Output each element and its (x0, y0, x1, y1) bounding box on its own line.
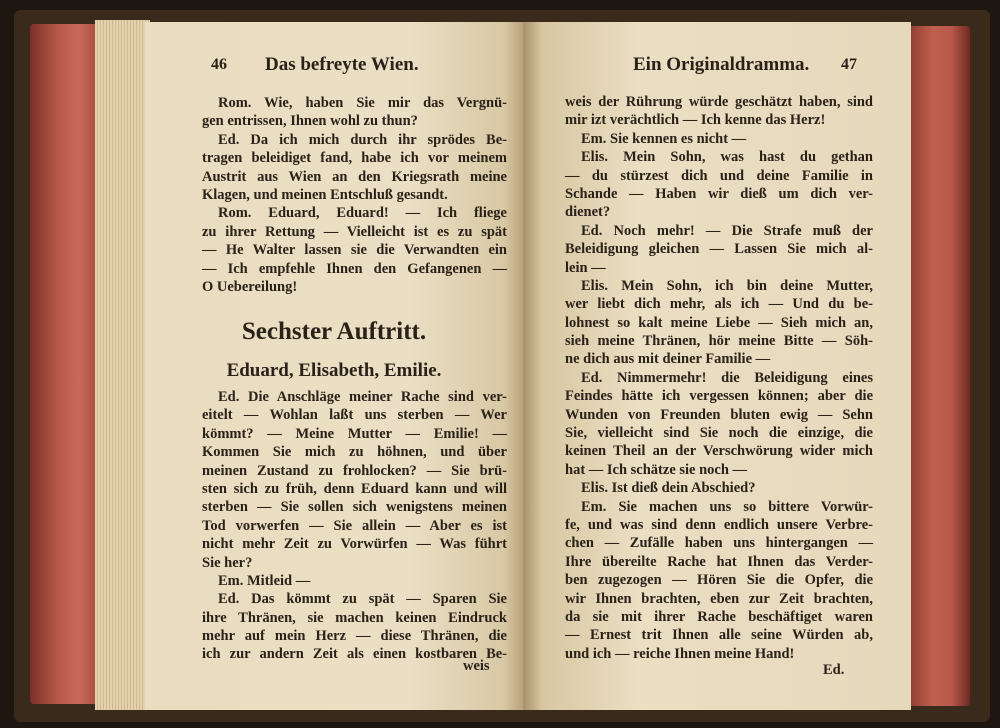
text-line: Feindes hätte ich vergessen können; aber die (565, 388, 873, 405)
page-number: 47 (841, 56, 857, 73)
text-line: sterben — Sie sollen sich wenigstens meinen (202, 499, 507, 516)
catchword: Ed. (823, 662, 845, 678)
text-line: eitelt — Wohlan laßt uns sterben — Wer (202, 407, 507, 424)
right-page-edges (908, 26, 970, 706)
text-line: chen — Zufälle haben uns hintergangen — (565, 535, 873, 552)
text-line: Austrit aus Wien an den Kriegsrath meine (202, 168, 507, 185)
text-line: tragen beleidiget fand, habe ich vor meinem (202, 150, 507, 167)
text-line: Schande — Haben wir dieß um dich ver- (565, 185, 873, 202)
text-line: hat — Ich schätze sie noch — (565, 461, 748, 478)
text-line: ich zur andern Zeit als einen kostbaren Be- (202, 646, 507, 663)
text-line: Ed. Das kömmt zu spät — Sparen Sie (218, 591, 507, 608)
text-line: sieh meine Thränen, hör meine Bitte — Söh- (565, 333, 873, 350)
text-line: Kommen Sie mich zu höhnen, und über (202, 444, 507, 461)
text-line: mir izt verächtlich — Ich kenne das Herz! (565, 112, 826, 129)
text-line: — He Walter lassen sie die Verwandten ein (202, 242, 507, 259)
running-head: Das befreyte Wien. (265, 54, 419, 75)
text-line: ne dich aus mit deiner Familie — (565, 351, 771, 368)
text-line: da sie mit ihrer Rache beschäftiget waren (565, 608, 873, 625)
text-line: Ed. Noch mehr! — Die Strafe muß der (581, 222, 873, 239)
text-block-bottom (202, 388, 507, 664)
scene-title: Sechster Auftritt. (241, 318, 427, 345)
text-line: Ed. Da ich mich durch ihr sprödes Be- (218, 131, 507, 148)
text-line: — Ernest trit Ihnen alle seine Würden ab, (565, 627, 873, 644)
text-line: dienet? (565, 204, 611, 221)
page-number: 46 (211, 56, 227, 73)
text-block (565, 93, 873, 663)
text-line: O Uebereilung! (202, 278, 298, 295)
text-line: ben zugezogen — Hören Sie die Opfer, die (565, 572, 873, 589)
text-line: meinen Zustand zu frohlocken? — Sie brü- (202, 462, 507, 479)
text-line: weis der Rührung würde geschätzt haben, sind (565, 94, 873, 110)
text-line: und ich — reiche Ihnen meine Hand! (565, 645, 795, 662)
text-block-top (202, 94, 507, 296)
text-line: lein — (565, 259, 606, 276)
text-line: Wunden von Freunden bluten ewig — Sehn (565, 406, 873, 423)
left-page (145, 22, 523, 710)
text-line: Beleidigung gleichen — Lassen Sie mich al- (565, 241, 873, 258)
text-line: Ihre übereilte Rache hat Ihnen das Verder- (565, 553, 873, 570)
text-line: lohnest so kalt meine Liebe — Sieh mich an, (565, 314, 873, 331)
left-page-stack (95, 20, 150, 710)
text-line: — Ich empfehle Ihnen den Gefangenen — (202, 260, 507, 277)
text-line: Elis. Mein Sohn, ich bin deine Mutter, (581, 277, 873, 294)
text-line: wer liebt dich mehr, als ich — Und du be- (565, 296, 873, 313)
text-line: Elis. Mein Sohn, was hast du gethan (581, 149, 873, 166)
text-line: kömmt? — Meine Mutter — Emilie! — (202, 425, 507, 442)
text-line: Rom. Wie, haben Sie mir das Vergnü- (218, 95, 507, 111)
scene-characters: Eduard, Elisabeth, Emilie. (226, 360, 442, 381)
text-line: Tod vorwerfen — Sie allein — Aber es ist (202, 517, 507, 534)
text-line: gen entrissen, Ihnen wohl zu thun? (202, 113, 418, 130)
text-line: Sie, vielleicht sind Sie noch die einzige, die (565, 425, 873, 442)
text-line: fe, und was sind denn endlich unsere Verbre- (565, 516, 873, 533)
text-line: mehr auf mein Herz — diese Thränen, die (202, 628, 507, 645)
text-line: Klagen, und meinen Entschluß gesandt. (202, 186, 448, 203)
text-line: sten sich zu früh, denn Eduard kann und will (202, 480, 507, 497)
text-line: Ed. Die Anschläge meiner Rache sind ver- (218, 389, 507, 405)
text-line: Elis. Ist dieß dein Abschied? (581, 480, 756, 497)
text-line: Sie her? (202, 554, 253, 571)
text-line: wir Ihnen brachten, eben zur Zeit brachten, (565, 590, 873, 607)
text-line: nicht mehr Zeit zu Vorwürfen — Was führt (202, 536, 507, 553)
running-head: Ein Originaldramma. (633, 54, 810, 75)
text-line: Rom. Eduard, Eduard! — Ich fliege (218, 205, 507, 222)
text-line: Ed. Nimmermehr! die Beleidigung eines (581, 369, 873, 386)
catchword: weis (463, 658, 490, 674)
text-line: keinen Theil an der Verschwörung wider mich (565, 443, 873, 460)
text-line: — du stürzest dich und deine Familie in (565, 167, 873, 184)
left-page-edges (30, 24, 100, 704)
text-line: Em. Mitleid — (218, 572, 311, 589)
text-line: Em. Sie machen uns so bittere Vorwür- (581, 498, 873, 515)
text-line: Em. Sie kennen es nicht — (581, 130, 747, 147)
text-line: zu ihrer Rettung — Vielleicht ist es zu spät (202, 223, 507, 240)
text-line: ihre Thränen, sie machen keinen Eindruck (202, 609, 507, 626)
right-page (523, 22, 911, 710)
